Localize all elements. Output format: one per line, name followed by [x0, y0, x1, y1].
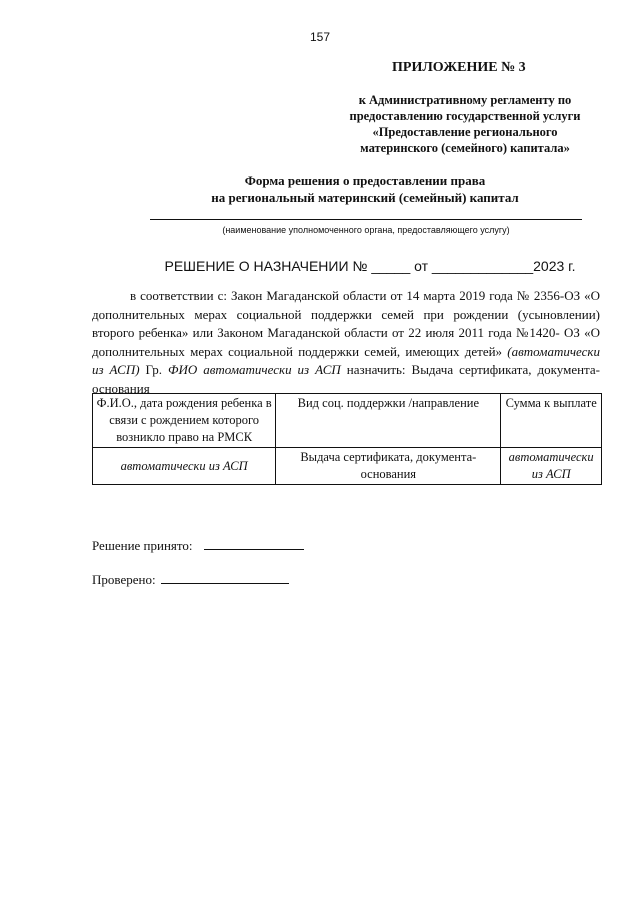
form-title-line: на региональный материнский (семейный) капитал	[211, 190, 519, 205]
table-header-row	[93, 394, 602, 448]
regulation-line: материнского (семейного) капитала»	[360, 141, 570, 155]
decision-accepted-row	[92, 536, 304, 554]
checked-line	[161, 570, 289, 584]
regulation-line: предоставлению государственной услуги	[349, 109, 581, 123]
body-text-part: Гр.	[139, 362, 168, 377]
org-name-line	[150, 219, 582, 220]
body-text-part: в соответствии с: Закон Магаданской области от 14 марта 2019 года № 2356-ОЗ «О дополнительных мерах социальной поддержки семей при рождении (усыновлении) второго ребенка» или Законом Магаданской области от 22 июля 2011 года №1420- ОЗ «О дополнительных мерах социальной поддержки семей, имеющих детей»	[92, 288, 600, 359]
decision-accepted-label: Решение принято:	[92, 538, 193, 553]
form-title-line: Форма решения о предоставлении права	[244, 173, 486, 188]
regulation-line: к Административному регламенту по	[358, 93, 572, 107]
table-header-cell: Ф.И.О., дата рождения ребенка в связи с рождением которого возникло право на РМСК	[93, 394, 276, 448]
decision-heading: РЕШЕНИЕ О НАЗНАЧЕНИИ № _____ от _____________2023 г.	[164, 258, 576, 274]
table-row	[93, 448, 602, 485]
page-number: 157	[309, 30, 331, 44]
body-text-italic: (автоматически из АСП)	[92, 343, 600, 377]
table-cell: автоматически из АСП	[501, 448, 602, 485]
support-table	[92, 393, 602, 485]
decision-body-text	[92, 287, 600, 398]
regulation-reference	[330, 92, 600, 156]
org-name-caption: (наименование уполномоченного органа, предоставляющего услугу)	[222, 225, 510, 235]
body-text-part: назначить: Выдача сертификата, документа-основания	[92, 362, 600, 396]
checked-label: Проверено:	[92, 572, 156, 587]
table-header-cell: Вид соц. поддержки /направление	[276, 394, 501, 448]
body-text-italic: ФИО автоматически из АСП	[167, 362, 341, 377]
form-title	[150, 172, 580, 206]
checked-row	[92, 570, 289, 588]
table-header-cell: Сумма к выплате	[501, 394, 602, 448]
table-cell: Выдача сертификата, документа-основания	[276, 448, 501, 485]
regulation-line: «Предоставление регионального	[372, 125, 558, 139]
appendix-title: ПРИЛОЖЕНИЕ № 3	[392, 60, 526, 75]
table-cell: автоматически из АСП	[93, 448, 276, 485]
decision-accepted-line	[204, 536, 304, 550]
